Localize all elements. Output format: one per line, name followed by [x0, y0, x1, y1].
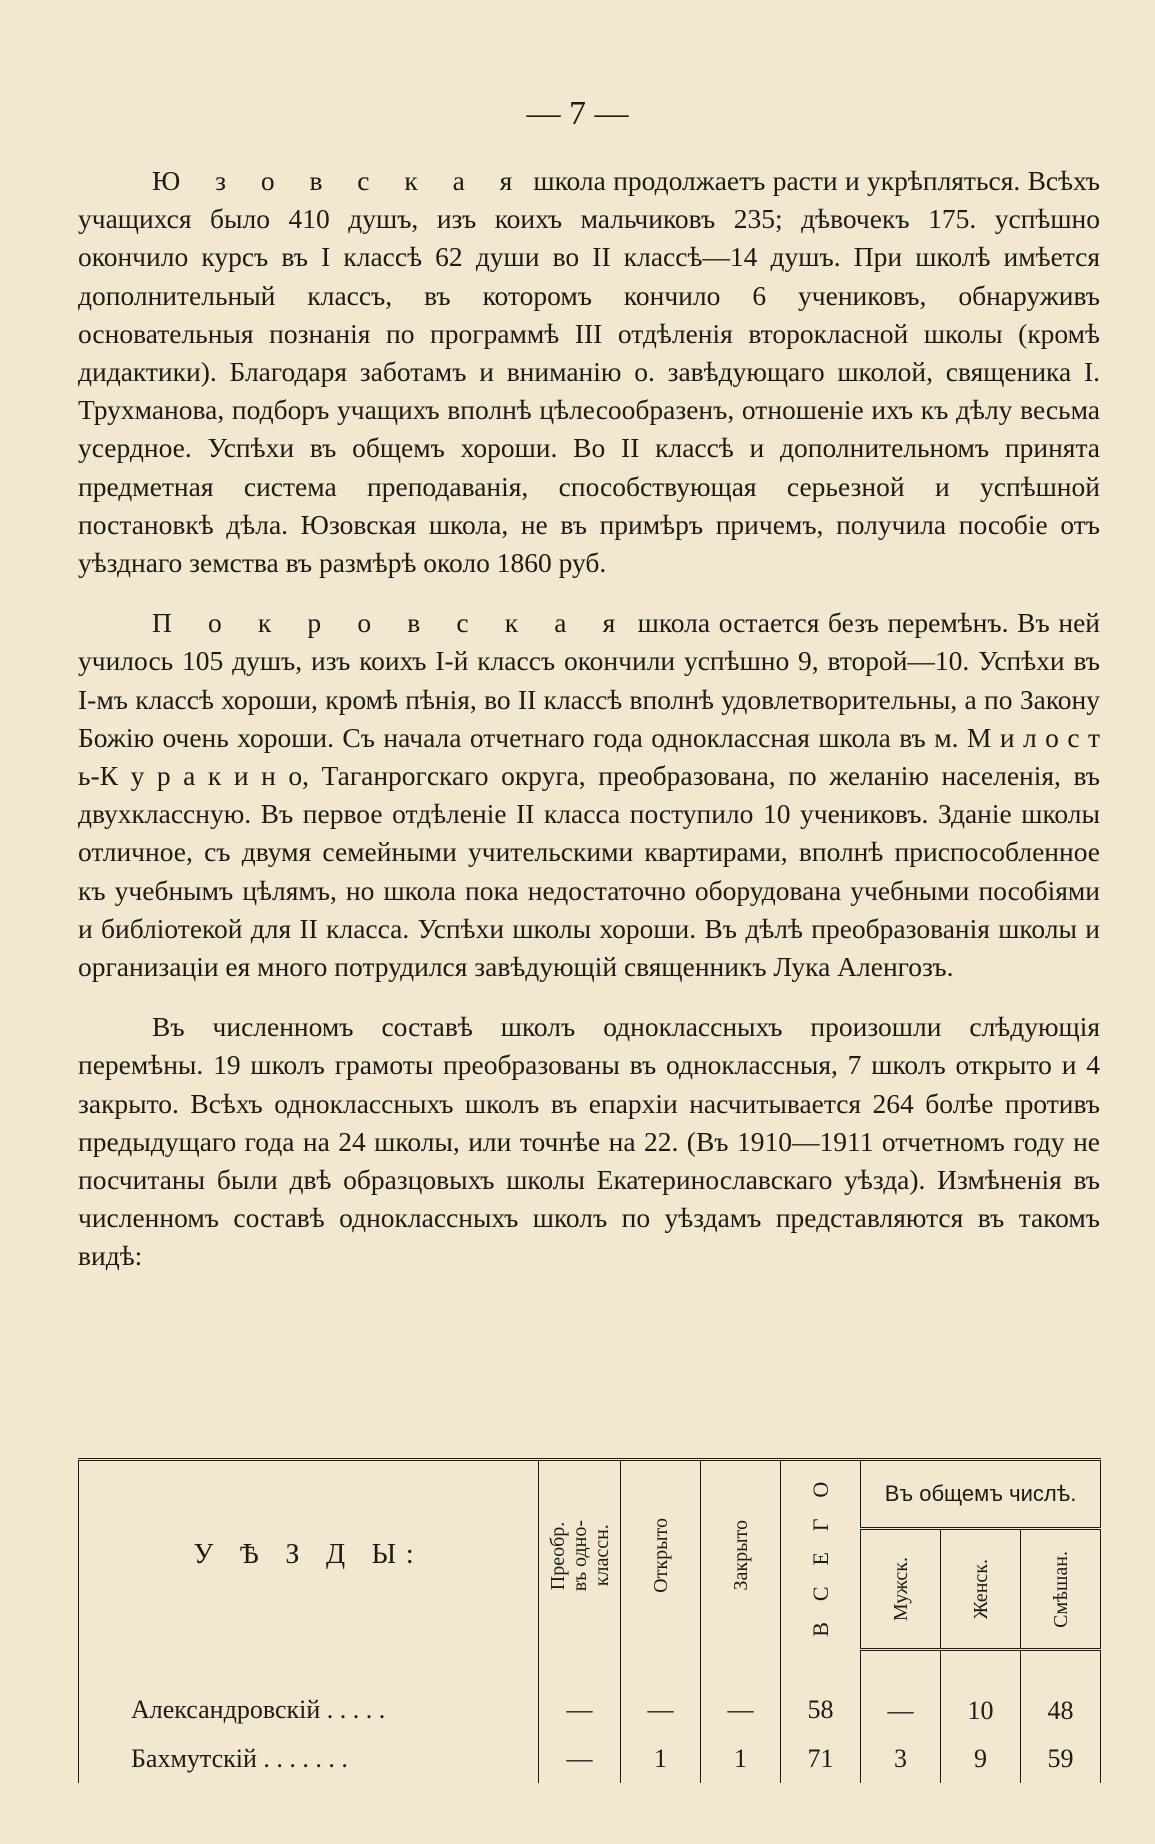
paragraph-text: школа остается безъ перемѣнъ. Въ ней училось 105 душъ, изъ коихъ I-й классъ окончили успѣшно 9, второй—10. Успѣхи въ I-мъ классѣ хороши, кромѣ пѣнія, во II классѣ вполнѣ удовлетворительны, а по Закону Божію очень хороши. Съ начала отчетнаго года одноклассная школа въ м. М и л о с т ь-К у р а к и н о, Таганрогскаго округа, преобразована, по желанію населенія, въ двухклассную. Въ первое отдѣленіе II класса поступило 10 учениковъ. Зданіе школы отличное, съ двумя семейными учительскими квартирами, вполнѣ приспособленное къ учебнымъ цѣлямъ, но школа пока недостаточно оборудована учебными пособіями и библіотекой для II класса. Успѣхи школы хороши. Въ дѣлѣ преобразованія школы и организаціи ея много потрудился завѣдующій священникъ Лука Аленгозъ. [78, 607, 1100, 983]
cell-zakryto: 1 [701, 1735, 781, 1783]
body-text [78, 162, 1100, 1298]
header-zakryto-label: Закрыто [729, 1519, 752, 1591]
cell-zhensk: 10 [941, 1650, 1021, 1736]
cell-preobr: — [539, 1735, 621, 1783]
header-smesh [1021, 1529, 1101, 1650]
cell-muzh: — [861, 1650, 941, 1736]
cell-smesh: 59 [1021, 1735, 1101, 1783]
paragraph-yuzovskaya [78, 162, 1100, 582]
paragraph-changes [78, 1008, 1100, 1275]
cell-vsego: 58 [781, 1650, 861, 1736]
header-muzh [861, 1529, 941, 1650]
page-number: — 7 — [526, 95, 629, 132]
row-name: Александровскій . . . . . [79, 1650, 539, 1736]
cell-otkryto: 1 [621, 1735, 701, 1783]
row-name: Бахмутскій . . . . . . . [79, 1735, 539, 1783]
header-zhensk-label: Женск. [969, 1558, 992, 1620]
paragraph-pokrovskaya [78, 604, 1100, 986]
table-row [79, 1735, 1101, 1783]
cell-otkryto: — [621, 1650, 701, 1736]
header-smesh-label: Смѣшан. [1049, 1550, 1072, 1628]
header-preobr-label: Преобр. въ одно- классн. [546, 1519, 613, 1591]
paragraph-text: Въ численномъ составѣ школъ одноклассныхъ произошли слѣдующія перемѣны. 19 школъ грамоты преобразованы въ одноклассныя, 7 школъ открыто и 4 закрыто. Всѣхъ одноклассныхъ школъ въ епархіи насчитывается 264 болѣе противъ предыдущаго года на 24 школы, или точнѣе на 22. (Въ 1910—1911 отчетномъ году не посчитаны были двѣ образцовыхъ школы Екатеринославскаго уѣзда). Измѣненія въ численномъ составѣ одноклассныхъ школъ по уѣздамъ представляются въ такомъ видѣ: [78, 1011, 1100, 1272]
header-preobr [539, 1460, 621, 1650]
header-vsego [781, 1460, 861, 1650]
statistics-table-wrap [78, 1458, 1100, 1844]
header-vsego-label: В С Е Г О [807, 1473, 833, 1637]
header-zhensk [941, 1529, 1021, 1650]
table-row [79, 1650, 1101, 1736]
cell-preobr: — [539, 1650, 621, 1736]
header-group: Въ общемъ числѣ. [861, 1460, 1101, 1529]
cell-vsego: 71 [781, 1735, 861, 1783]
cell-smesh: 48 [1021, 1650, 1101, 1736]
school-name-yuzovskaya: Ю з о в с к а я [152, 165, 527, 196]
header-otkryto [621, 1460, 701, 1650]
cell-zakryto: — [701, 1650, 781, 1736]
cell-zhensk: 9 [941, 1735, 1021, 1783]
header-row-top [79, 1460, 1101, 1529]
school-name-pokrovskaya: П о к р о в с к а я [152, 607, 629, 639]
cell-muzh: 3 [861, 1735, 941, 1783]
header-zakryto [701, 1460, 781, 1650]
paragraph-text: школа продолжаетъ расти и укрѣпляться. Всѣхъ учащихся было 410 душъ, изъ коихъ мальчиковъ 235; дѣвочекъ 175. успѣшно окончило курсъ въ I классѣ 62 души во II классѣ—14 душъ. При школѣ имѣется дополнительный классъ, въ которомъ кончило 6 учениковъ, обнаруживъ основательныя познанія по программѣ III отдѣленія второкласной школы (кромѣ дидактики). Благодаря заботамъ и вниманію о. завѣдующаго школой, священика І. Трухманова, подборъ учащихъ вполнѣ цѣлесообразенъ, отношеніе ихъ къ дѣлу весьма усердное. Успѣхи въ общемъ хороши. Во II классѣ и дополнительномъ принята предметная система преподаванія, способствующая серьезной и успѣшной постановкѣ дѣла. Юзовская школа, не въ примѣръ причемъ, получила пособіе отъ уѣзднаго земства въ размѣрѣ около 1860 руб. [78, 165, 1100, 579]
statistics-table [78, 1458, 1101, 1783]
header-muzh-label: Мужск. [889, 1556, 912, 1622]
header-uezdy: У Ѣ З Д Ы: [79, 1460, 539, 1650]
header-otkryto-label: Открыто [649, 1517, 672, 1593]
